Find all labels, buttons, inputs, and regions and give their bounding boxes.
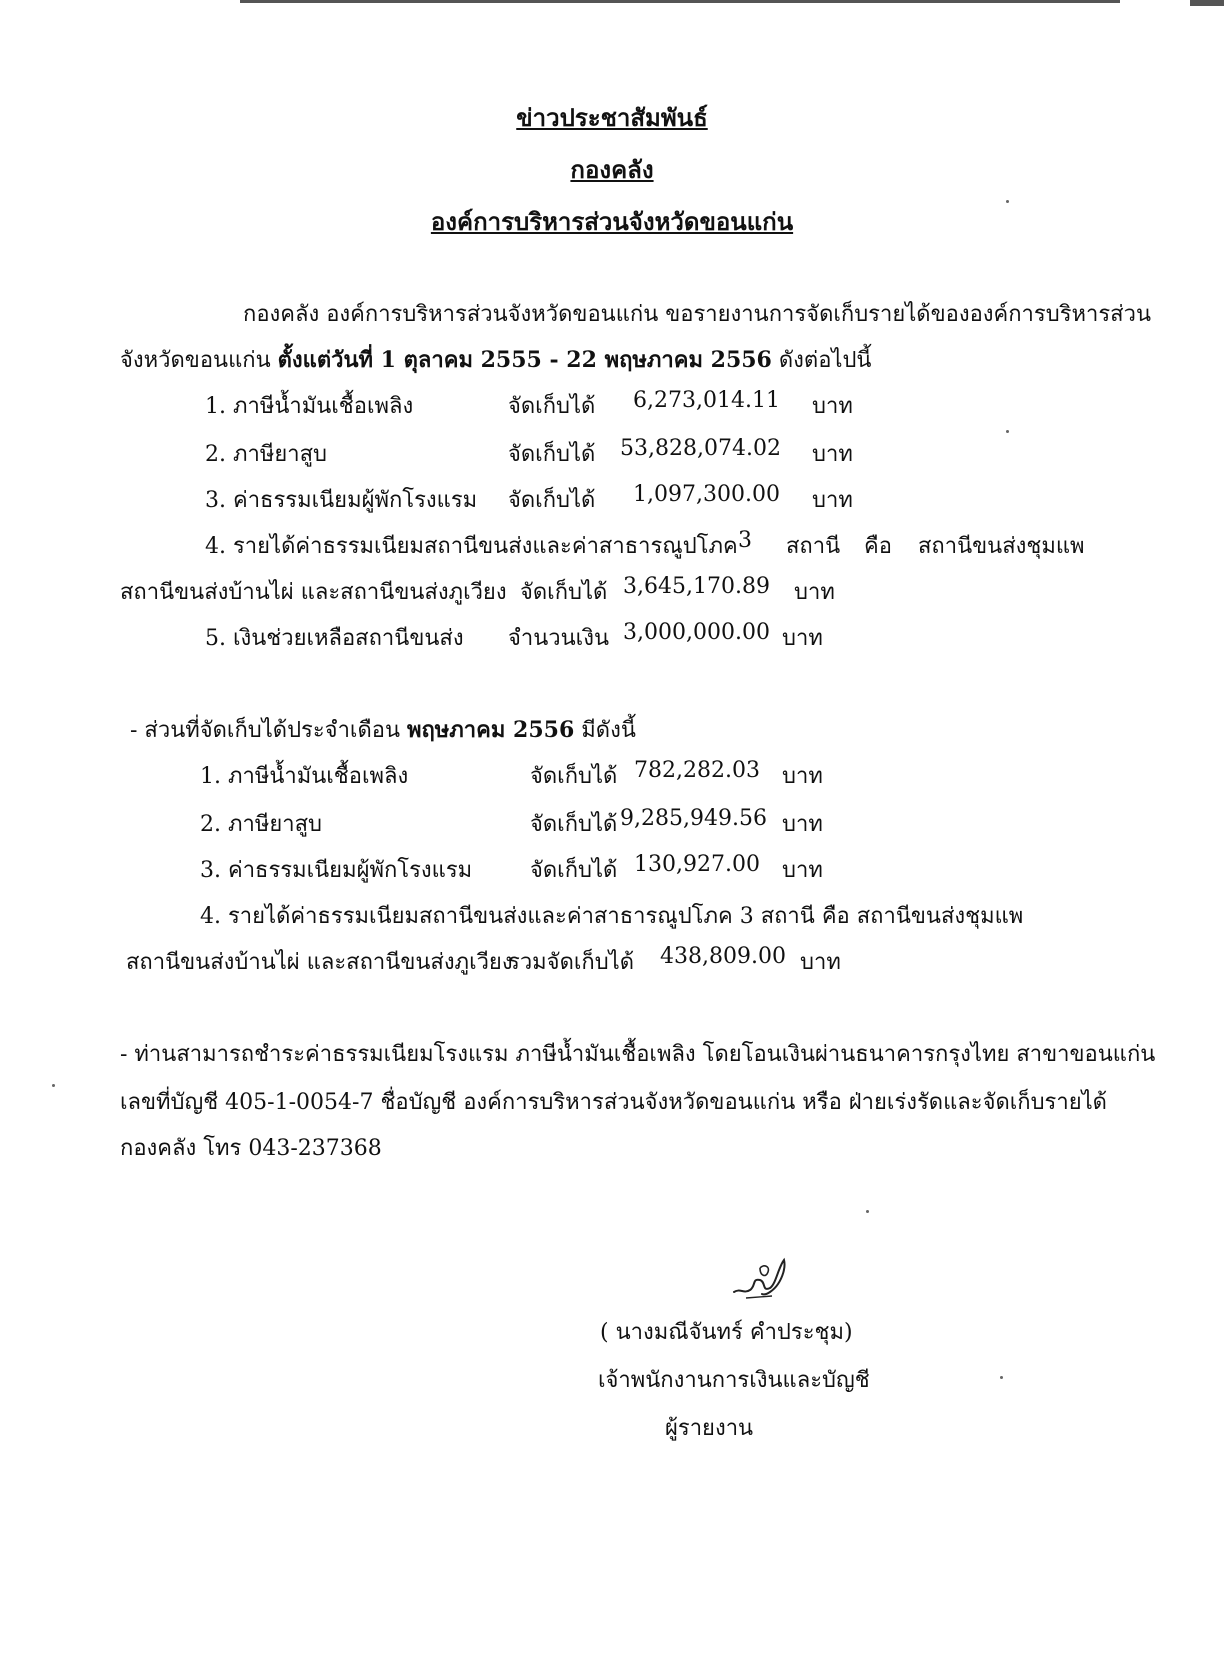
s2-item2-unit: บาท <box>782 812 823 837</box>
s1-item4-count: 3 <box>738 528 752 553</box>
s1-item1-amount: 6,273,014.11 <box>633 388 780 413</box>
s2-heading-start: - ส่วนที่จัดเก็บได้ประจำเดือน <box>130 718 400 743</box>
intro-line1: กองคลัง องค์การบริหารส่วนจังหวัดขอนแก่น ขอรายงานการจัดเก็บรายได้ขององค์การบริหารส่วน <box>243 302 1152 327</box>
scan-edge <box>240 0 1120 3</box>
s1-item3-verb: จัดเก็บได้ <box>508 488 596 513</box>
s1-item4-first-station: สถานีขนส่งชุมแพ <box>918 534 1085 559</box>
s1-item5-amount: 3,000,000.00 <box>623 620 770 645</box>
s2-heading-month: พฤษภาคม 2556 <box>406 717 575 743</box>
s1-item5-unit: บาท <box>782 626 823 651</box>
intro-line2-end: ดังต่อไปนี้ <box>778 348 872 373</box>
s2-item1-label: 1. ภาษีน้ำมันเชื้อเพลิง <box>200 764 409 789</box>
s1-item4-station: สถานี <box>786 534 841 559</box>
s2-item4-amount: 438,809.00 <box>660 944 786 969</box>
scan-edge <box>1190 0 1224 6</box>
s1-item4-amount: 3,645,170.89 <box>623 574 770 599</box>
s2-item3-verb: จัดเก็บได้ <box>530 858 618 883</box>
s1-item5-verb: จำนวนเงิน <box>508 626 609 651</box>
scan-speck <box>52 1084 55 1087</box>
s2-item4-line1: 4. รายได้ค่าธรรมเนียมสถานีขนส่งและค่าสาธารณูปโภค 3 สถานี คือ สถานีขนส่งชุมแพ <box>200 904 1024 929</box>
scan-speck <box>1006 430 1009 433</box>
s2-item2-label: 2. ภาษียาสูบ <box>200 812 322 837</box>
s1-item2-amount: 53,828,074.02 <box>620 436 781 461</box>
s1-item4-unit: บาท <box>794 580 835 605</box>
payment-line1: - ท่านสามารถชำระค่าธรรมเนียมโรงแรม ภาษีน้ำมันเชื้อเพลิง โดยโอนเงินผ่านธนาคารกรุงไทย สาขาขอนแก่น <box>120 1042 1156 1067</box>
s2-item1-amount: 782,282.03 <box>634 758 760 783</box>
s2-item2-amount: 9,285,949.56 <box>620 806 767 831</box>
scan-speck <box>1000 1376 1003 1379</box>
s1-item1-unit: บาท <box>812 394 853 419</box>
s2-item1-unit: บาท <box>782 764 823 789</box>
s2-item3-amount: 130,927.00 <box>634 852 760 877</box>
payment-line2: เลขที่บัญชี 405-1-0054-7 ชื่อบัญชี องค์การบริหารส่วนจังหวัดขอนแก่น หรือ ฝ่ายเร่งรัดและจัดเก็บรายได้ <box>120 1090 1107 1115</box>
s1-item2-verb: จัดเก็บได้ <box>508 442 596 467</box>
s1-item4-line2: สถานีขนส่งบ้านไผ่ และสถานีขนส่งภูเวียง <box>120 580 507 605</box>
s2-item1-verb: จัดเก็บได้ <box>530 764 618 789</box>
header-title: ข่าวประชาสัมพันธ์ <box>516 103 708 132</box>
s1-item2-unit: บาท <box>812 442 853 467</box>
s2-item4-verb: รวมจัดเก็บได้ <box>508 950 635 975</box>
s1-item3-amount: 1,097,300.00 <box>633 482 780 507</box>
handwritten-signature <box>726 1248 796 1308</box>
s1-item1-verb: จัดเก็บได้ <box>508 394 596 419</box>
s2-item4-line2: สถานีขนส่งบ้านไผ่ และสถานีขนส่งภูเวียง <box>126 950 513 975</box>
s1-item4-is: คือ <box>864 534 892 559</box>
s2-item2-verb: จัดเก็บได้ <box>530 812 618 837</box>
intro-line2 <box>120 342 871 377</box>
intro-line2-start: จังหวัดขอนแก่น <box>120 348 271 373</box>
s2-item3-unit: บาท <box>782 858 823 883</box>
s2-item3-label: 3. ค่าธรรมเนียมผู้พักโรงแรม <box>200 858 473 883</box>
s1-item3-label: 3. ค่าธรรมเนียมผู้พักโรงแรม <box>205 488 478 513</box>
scan-speck <box>1006 200 1009 203</box>
s1-item2-label: 2. ภาษียาสูบ <box>205 442 327 467</box>
signer-role: ผู้รายงาน <box>665 1416 754 1441</box>
s2-heading <box>130 712 636 747</box>
signer-position: เจ้าพนักงานการเงินและบัญชี <box>598 1368 870 1393</box>
s1-item4-verb: จัดเก็บได้ <box>520 580 608 605</box>
header-organization: องค์การบริหารส่วนจังหวัดขอนแก่น <box>430 207 794 236</box>
intro-period: ตั้งแต่วันที่ 1 ตุลาคม 2555 - 22 พฤษภาคม 2556 <box>277 347 772 373</box>
signer-name: ( นางมณีจันทร์ คำประชุม) <box>600 1320 853 1345</box>
s1-item4-label: 4. รายได้ค่าธรรมเนียมสถานีขนส่งและค่าสาธารณูปโภค <box>205 534 738 559</box>
payment-line3: กองคลัง โทร 043-237368 <box>120 1136 382 1161</box>
s2-heading-end: มีดังนี้ <box>581 718 636 743</box>
s1-item3-unit: บาท <box>812 488 853 513</box>
scan-speck <box>866 1210 869 1213</box>
s1-item1-label: 1. ภาษีน้ำมันเชื้อเพลิง <box>205 394 414 419</box>
s1-item5-label: 5. เงินช่วยเหลือสถานีขนส่ง <box>205 626 464 651</box>
s2-item4-unit: บาท <box>800 950 841 975</box>
header-department: กองคลัง <box>570 155 654 184</box>
